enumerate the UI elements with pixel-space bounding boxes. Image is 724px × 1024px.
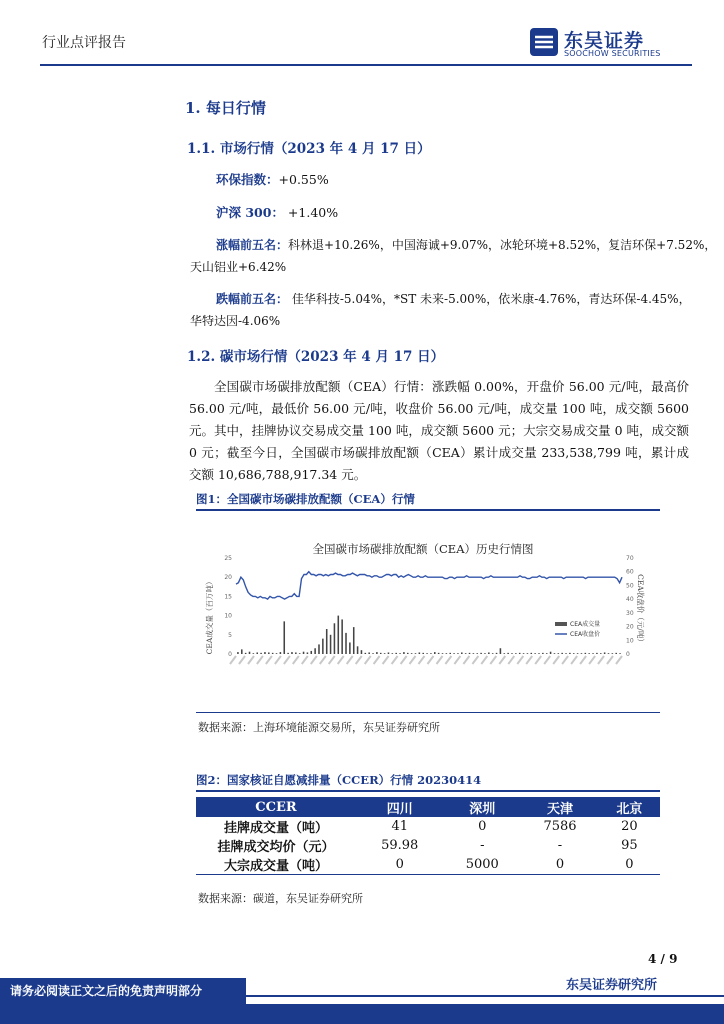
x-tick-mark xyxy=(374,656,380,664)
legend-swatch-volume xyxy=(555,622,567,626)
volume-bar xyxy=(573,653,575,654)
hs300-value: +1.40% xyxy=(283,205,339,220)
x-tick-mark xyxy=(320,656,326,664)
volume-bar xyxy=(353,627,355,654)
volume-bar xyxy=(237,652,239,654)
volume-bar xyxy=(600,653,602,654)
volume-bar xyxy=(504,653,506,654)
volume-bar xyxy=(253,653,255,654)
volume-bar xyxy=(280,652,282,654)
carbon-market-paragraph: 全国碳市场碳排放配额（CEA）行情：涨跌幅 0.00%，开盘价 56.00 元/吨，最高价 56.00 元/吨，最低价 56.00 元/吨，收盘价 56.00 元/吨，成交量 100 吨，成交额 5600 元。其中，挂牌协议交易成交量 100 吨，成交额 5600 元；大宗交易成交量 0 吨，成交额 0 元；截至今日，全国碳市场碳排放配额（CEA）累计成交量 233,538,799 吨，累计成交额 10,686,788,917.34 元。 xyxy=(189,379,689,482)
row-label: 挂牌成交量（吨） xyxy=(223,821,328,836)
volume-bar xyxy=(604,652,606,654)
x-tick-mark xyxy=(266,656,272,664)
table-cell: 0 xyxy=(356,855,443,875)
volume-bar xyxy=(368,652,370,654)
x-tick-mark xyxy=(562,656,568,664)
figure1-caption: 图1：全国碳市场碳排放配额（CEA）行情 xyxy=(196,492,415,506)
ccer-col-shenzhen: 深圳 xyxy=(443,797,521,817)
table-cell: 0 xyxy=(478,819,487,834)
table-row xyxy=(196,836,660,855)
x-tick-mark xyxy=(293,656,299,664)
x-tick-mark xyxy=(463,656,469,664)
volume-bar xyxy=(311,651,313,654)
x-tick-mark xyxy=(481,656,487,664)
volume-bar xyxy=(619,653,621,654)
figure1-source: 数据来源：上海环境能源交易所，东吴证券研究所 xyxy=(198,721,440,734)
volume-bar xyxy=(384,653,386,654)
volume-bar xyxy=(303,652,305,654)
volume-bar xyxy=(550,652,552,654)
figure1-bottom-rule xyxy=(196,712,660,713)
ccer-col-tianjin: 天津 xyxy=(521,797,599,817)
volume-bar xyxy=(283,621,285,654)
ccer-header-row xyxy=(196,797,660,817)
volume-bar xyxy=(245,653,247,654)
volume-bar xyxy=(511,653,513,654)
volume-bar xyxy=(592,653,594,654)
table-cell: 20 xyxy=(621,819,638,834)
volume-bar xyxy=(361,650,363,654)
volume-bar xyxy=(438,653,440,654)
volume-bar xyxy=(453,653,455,654)
volume-bar xyxy=(314,648,316,654)
x-tick-mark xyxy=(454,656,460,664)
volume-bar xyxy=(615,653,617,654)
top-gainers-line xyxy=(216,236,716,253)
x-tick-mark xyxy=(428,656,434,664)
volume-bar xyxy=(446,653,448,654)
x-tick-mark xyxy=(553,656,559,664)
volume-bar xyxy=(527,653,529,654)
volume-bar xyxy=(403,652,405,654)
table-row xyxy=(196,817,660,836)
top-losers-cont: 华特达因-4.06% xyxy=(190,314,281,328)
x-tick-mark xyxy=(356,656,362,664)
x-tick-mark xyxy=(437,656,443,664)
volume-bar xyxy=(449,653,451,654)
table-cell: - xyxy=(480,838,485,853)
volume-bar xyxy=(415,653,417,654)
volume-bar xyxy=(268,652,270,654)
volume-bar xyxy=(276,653,278,654)
x-tick-mark xyxy=(535,656,541,664)
x-tick-mark xyxy=(329,656,335,664)
footer-band xyxy=(0,1004,724,1024)
volume-bar xyxy=(612,653,614,654)
figure2-caption: 图2：国家核证自愿减排量（CCER）行情 20230414 xyxy=(196,773,482,787)
volume-bar xyxy=(561,653,563,654)
x-tick-mark xyxy=(517,656,523,664)
volume-bar xyxy=(322,639,324,654)
x-tick-mark xyxy=(472,656,478,664)
volume-bar xyxy=(249,652,251,654)
y-tick-right: 0 xyxy=(626,651,630,658)
volume-bar xyxy=(507,653,509,654)
env-index-label: 环保指数： xyxy=(216,172,279,187)
y-tick-right: 70 xyxy=(626,555,634,562)
volume-bar xyxy=(365,653,367,654)
volume-bar xyxy=(488,652,490,654)
volume-bar xyxy=(569,653,571,654)
figure2-source: 数据来源：碳道，东吴证券研究所 xyxy=(198,892,363,905)
page-number: 4 / 9 xyxy=(648,952,678,966)
x-tick-mark xyxy=(526,656,532,664)
volume-bar xyxy=(476,653,478,654)
volume-bar xyxy=(434,652,436,654)
report-type-label: 行业点评报告 xyxy=(42,35,126,51)
top-gainers-text: 科林退+10.26%，中国海诚+9.07%，冰轮环境+8.52%，复洁环保+7.52%， xyxy=(288,238,717,252)
volume-bar xyxy=(565,653,567,654)
x-tick-mark xyxy=(616,656,622,664)
volume-bar xyxy=(461,652,463,654)
row-label: 挂牌成交均价（元） xyxy=(217,840,335,855)
volume-bar xyxy=(330,635,332,654)
chart-ylabel-left: CEA成交量（百万吨） xyxy=(205,577,214,655)
volume-bar xyxy=(326,629,328,654)
x-tick-mark xyxy=(392,656,398,664)
volume-bar xyxy=(538,653,540,654)
header-divider xyxy=(40,64,692,66)
volume-bar xyxy=(515,653,517,654)
volume-bar xyxy=(426,653,428,654)
disclaimer-banner: 请务必阅读正文之后的免责声明部分 xyxy=(0,978,246,1004)
volume-bar xyxy=(581,653,583,654)
volume-bar xyxy=(542,653,544,654)
volume-bar xyxy=(430,653,432,654)
volume-bar xyxy=(241,649,243,654)
hs300-line xyxy=(216,203,338,221)
footer-org-name: 东吴证券研究所 xyxy=(566,978,658,993)
x-tick-mark xyxy=(598,656,604,664)
x-tick-mark xyxy=(499,656,505,664)
ccer-col-sichuan: 四川 xyxy=(356,797,443,817)
ccer-col-beijing: 北京 xyxy=(599,797,660,817)
x-tick-mark xyxy=(571,656,577,664)
row-label: 大宗成交量（吨） xyxy=(196,855,356,875)
legend-label-close: CEA收盘价 xyxy=(570,631,601,638)
company-logo xyxy=(528,26,698,60)
cea-chart xyxy=(198,528,644,686)
y-tick-left: 15 xyxy=(224,593,232,601)
x-tick-mark xyxy=(365,656,371,664)
series-line-cea-close xyxy=(236,572,622,599)
x-tick-mark xyxy=(284,656,290,664)
volume-bar xyxy=(291,652,293,654)
figure2-top-rule xyxy=(196,790,660,792)
y-tick-left: 25 xyxy=(224,555,232,562)
subsection-market-title: 1.1. 市场行情（2023 年 4 月 17 日） xyxy=(187,141,431,157)
volume-bar xyxy=(419,652,421,654)
table-cell: 7586 xyxy=(543,819,577,834)
x-tick-mark xyxy=(311,656,317,664)
top-losers-line xyxy=(216,290,691,307)
x-tick-mark xyxy=(275,656,281,664)
x-tick-mark xyxy=(239,656,245,664)
chart-ylabel-right: CEA收盘价（元/吨） xyxy=(636,574,645,646)
volume-bar xyxy=(357,646,359,654)
x-tick-mark xyxy=(338,656,344,664)
volume-bar xyxy=(299,653,301,654)
logo-english-name: SOOCHOW SECURITIES xyxy=(564,49,661,58)
legend-label-volume: CEA成交量 xyxy=(570,621,601,628)
y-tick-right: 10 xyxy=(626,637,634,645)
x-tick-mark xyxy=(419,656,425,664)
volume-bar xyxy=(484,653,486,654)
volume-bar xyxy=(500,648,502,654)
volume-bar xyxy=(523,653,525,654)
volume-bar xyxy=(411,653,413,654)
volume-bar xyxy=(338,616,340,654)
y-tick-right: 40 xyxy=(626,596,634,604)
y-tick-right: 50 xyxy=(626,582,634,590)
volume-bar xyxy=(534,653,536,654)
volume-bar xyxy=(554,653,556,654)
chart-title: 全国碳市场碳排放配额（CEA）历史行情图 xyxy=(312,542,534,556)
volume-bar xyxy=(492,653,494,654)
y-tick-right: 20 xyxy=(626,623,634,631)
table-cell: 0 xyxy=(521,855,599,875)
top-gainers-cont: 天山铝业+6.42% xyxy=(190,260,287,274)
top-losers-label: 跌幅前五名： xyxy=(216,292,289,306)
x-tick-mark xyxy=(248,656,254,664)
env-index-line xyxy=(216,170,329,188)
x-tick-mark xyxy=(257,656,263,664)
volume-bar xyxy=(422,653,424,654)
table-cell: - xyxy=(557,838,563,853)
volume-bar xyxy=(388,652,390,654)
cea-chart-svg xyxy=(198,528,644,686)
volume-bar xyxy=(264,652,266,654)
table-cell: 59.98 xyxy=(381,838,419,853)
volume-bar xyxy=(260,653,262,654)
volume-bar xyxy=(295,652,297,654)
table-cell: 41 xyxy=(391,819,408,834)
x-tick-mark xyxy=(302,656,308,664)
volume-bar xyxy=(469,653,471,654)
volume-bar xyxy=(596,653,598,654)
table-cell: 0 xyxy=(599,855,660,875)
volume-bar xyxy=(318,644,320,654)
logo-emblem-icon xyxy=(528,26,560,58)
volume-bar xyxy=(407,653,409,654)
volume-bar xyxy=(334,623,336,654)
x-tick-mark xyxy=(445,656,451,664)
logo-chinese-name: 东吴证券 xyxy=(564,30,645,52)
x-tick-mark xyxy=(410,656,416,664)
hs300-label: 沪深 300： xyxy=(216,205,284,220)
table-cell: 95 xyxy=(621,838,638,853)
volume-bar xyxy=(585,653,587,654)
table-row xyxy=(196,855,660,875)
volume-bar xyxy=(465,653,467,654)
y-tick-left: 0 xyxy=(228,651,232,658)
volume-bar xyxy=(496,653,498,654)
volume-bar xyxy=(519,653,521,654)
x-tick-mark xyxy=(589,656,595,664)
ccer-table xyxy=(196,797,660,875)
volume-bar xyxy=(399,653,401,654)
x-tick-mark xyxy=(544,656,550,664)
chart-legend xyxy=(555,620,600,638)
top-gainers-label: 涨幅前五名： xyxy=(216,238,289,252)
top-losers-text: 佳华科技-5.04%，*ST 未来-5.00%，依米康-4.76%，青达环保-4.45%， xyxy=(288,292,691,306)
section-title: 1. 每日行情 xyxy=(185,99,266,117)
x-tick-mark xyxy=(383,656,389,664)
volume-bar xyxy=(272,653,274,654)
volume-bar xyxy=(577,653,579,654)
volume-bar xyxy=(341,619,343,654)
volume-bar xyxy=(588,653,590,654)
volume-bar xyxy=(307,652,309,654)
volume-bar xyxy=(442,653,444,654)
y-tick-right: 30 xyxy=(626,609,634,617)
volume-bar xyxy=(256,652,258,654)
volume-bar xyxy=(395,653,397,654)
x-tick-mark xyxy=(401,656,407,664)
x-tick-mark xyxy=(508,656,514,664)
x-tick-mark xyxy=(490,656,496,664)
subsection-carbon-title: 1.2. 碳市场行情（2023 年 4 月 17 日） xyxy=(187,349,445,365)
y-tick-right: 60 xyxy=(626,568,634,576)
table-cell: 5000 xyxy=(443,855,521,875)
x-tick-mark xyxy=(607,656,613,664)
volume-bar xyxy=(372,653,374,654)
volume-bar xyxy=(380,653,382,654)
volume-bar xyxy=(473,653,475,654)
ccer-col-header: CCER xyxy=(196,797,356,817)
volume-bar xyxy=(392,653,394,654)
volume-bar xyxy=(480,653,482,654)
volume-bar xyxy=(608,653,610,654)
volume-bar xyxy=(345,633,347,654)
x-tick-mark xyxy=(580,656,586,664)
y-tick-left: 5 xyxy=(228,631,232,639)
volume-bar xyxy=(287,653,289,654)
volume-bar xyxy=(558,653,560,654)
y-tick-left: 20 xyxy=(224,574,232,582)
volume-bar xyxy=(546,653,548,654)
volume-bar xyxy=(531,653,533,654)
figure1-top-rule xyxy=(196,509,660,511)
volume-bar xyxy=(349,642,351,654)
env-index-value: +0.55% xyxy=(278,172,329,187)
y-tick-left: 10 xyxy=(224,612,232,620)
volume-bar xyxy=(457,653,459,654)
x-tick-mark xyxy=(347,656,353,664)
volume-bar xyxy=(376,652,378,654)
